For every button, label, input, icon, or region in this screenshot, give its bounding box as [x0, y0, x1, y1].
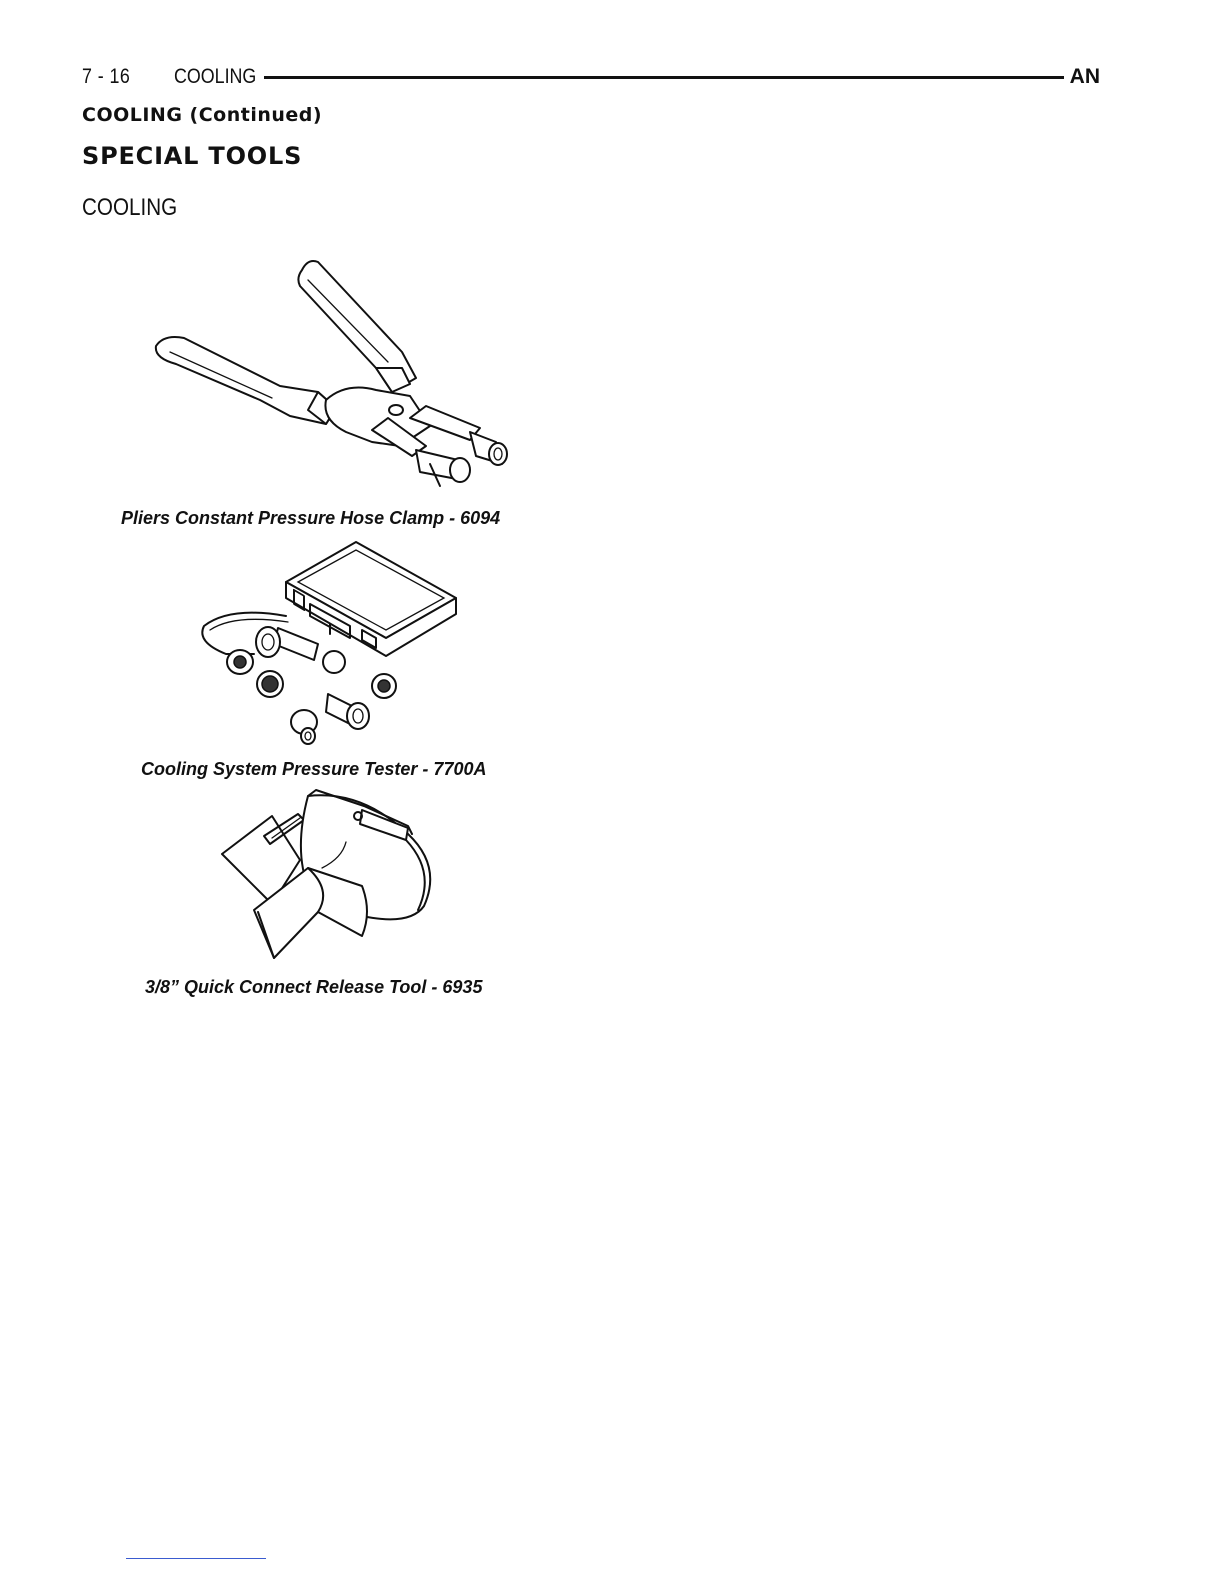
- quick-connect-release-tool-icon: [212, 786, 442, 962]
- section-name: COOLING: [174, 65, 257, 88]
- footer-rule: [126, 1558, 266, 1559]
- header-rule: [264, 76, 1064, 79]
- hose-clamp-pliers-icon: [140, 250, 520, 500]
- page-number: 7 - 16: [82, 65, 131, 88]
- figure-caption-pliers: Pliers Constant Pressure Hose Clamp - 6094: [121, 508, 501, 528]
- model-badge: AN: [1069, 65, 1100, 88]
- page-title: SPECIAL TOOLS: [82, 142, 303, 170]
- pressure-tester-kit-icon: [190, 538, 470, 748]
- figure-caption-pressure-tester: Cooling System Pressure Tester - 7700A: [141, 759, 487, 779]
- figure-caption-release-tool: 3/8” Quick Connect Release Tool - 6935: [145, 977, 483, 997]
- subheading: COOLING: [82, 194, 178, 221]
- page-header: [82, 62, 1100, 92]
- continued-heading: COOLING (Continued): [82, 104, 323, 126]
